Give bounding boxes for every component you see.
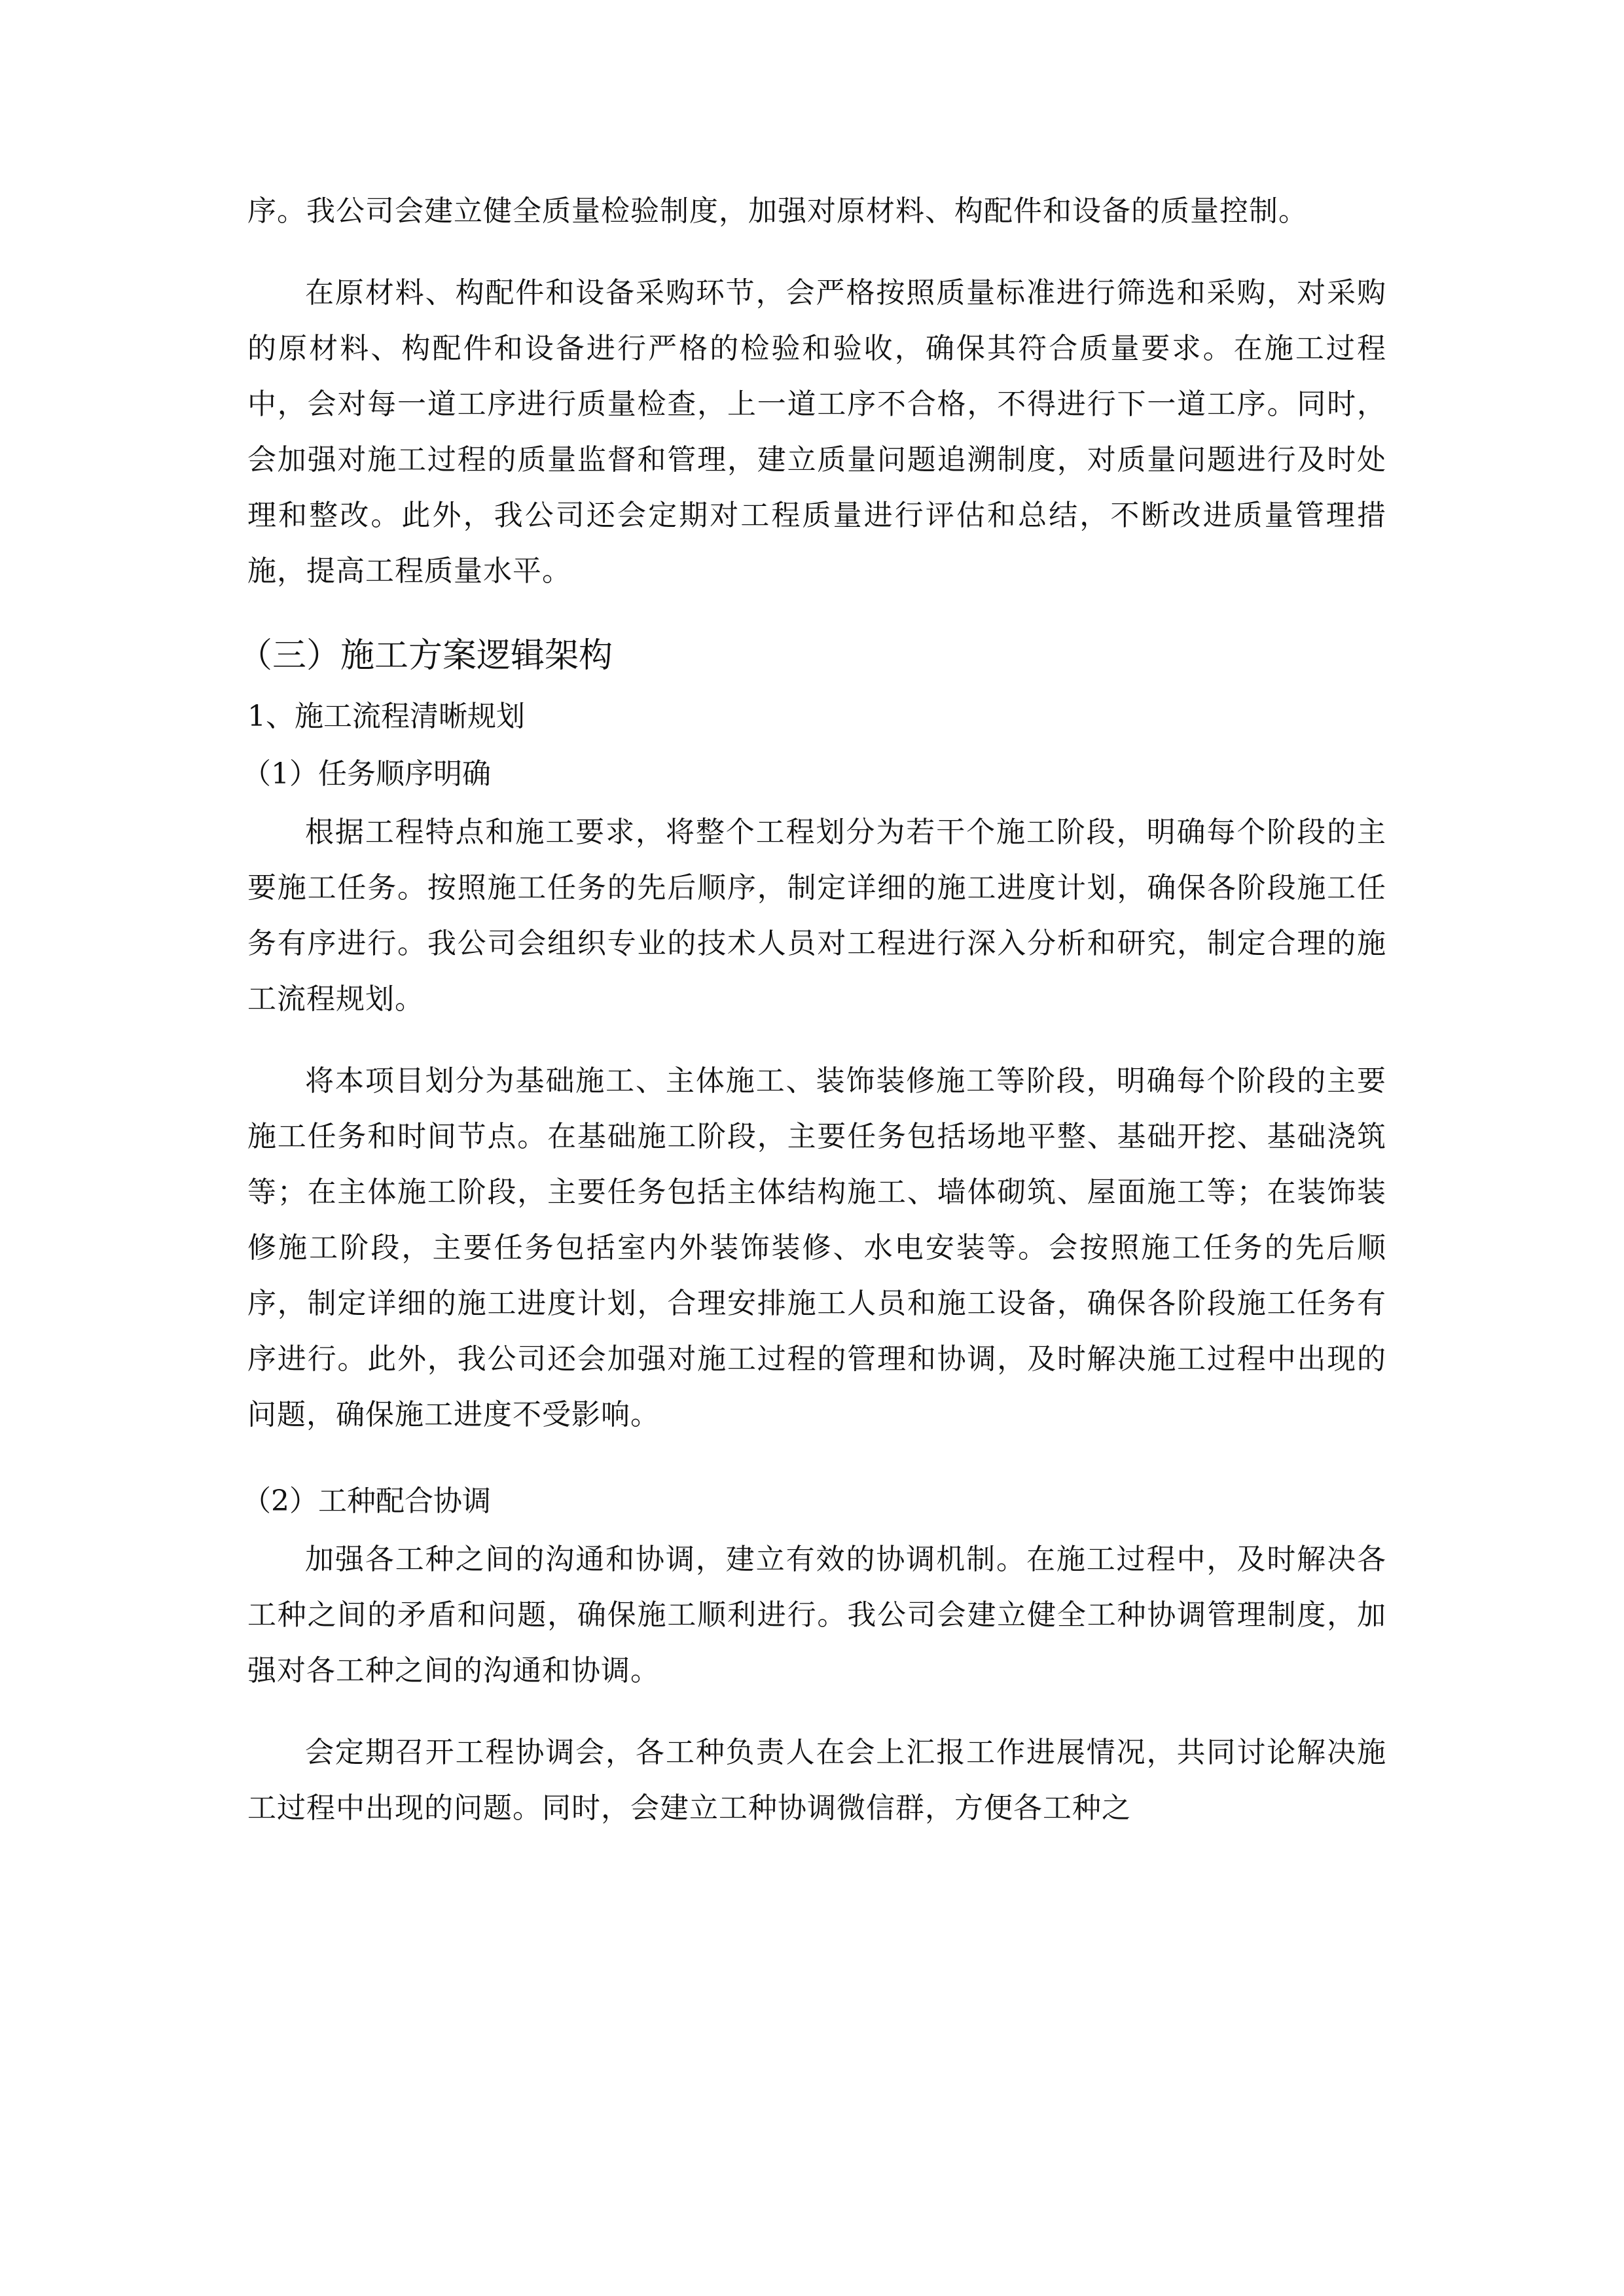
paragraph-task-order: 根据工程特点和施工要求，将整个工程划分为若干个施工阶段，明确每个阶段的主要施工任务。按照施工任务的先后顺序，制定详细的施工进度计划，确保各阶段施工任务有序进行。我公司会组织专业的技术人员对工程进行深入分析和研究，制定合理的施工流程规划。 — [247, 816, 1386, 1016]
paragraph-coordination-meetings: 会定期召开工程协调会，各工种负责人在会上汇报工作进展情况，共同讨论解决施工过程中出现的问题。同时，会建立工种协调微信群，方便各工种之 — [247, 1736, 1386, 1825]
subsection-heading: 1、施工流程清晰规划 — [247, 700, 525, 733]
paragraph-project-stages: 将本项目划分为基础施工、主体施工、装饰装修施工等阶段，明确每个阶段的主要施工任务和时间节点。在基础施工阶段，主要任务包括场地平整、基础开挖、基础浇筑等；在主体施工阶段，主要任务包括主体结构施工、墙体砌筑、屋面施工等；在装饰装修施工阶段，主要任务包括室内外装饰装修、水电安装等。会按照施工任务的先后顺序，制定详细的施工进度计划，合理安排施工人员和施工设备，确保各阶段施工任务有序进行。此外，我公司还会加强对施工过程的管理和协调，及时解决施工过程中出现的问题，确保施工进度不受影响。 — [247, 1064, 1386, 1431]
paragraph-continued: 序。我公司会建立健全质量检验制度，加强对原材料、构配件和设备的质量控制。 — [247, 194, 1308, 228]
paragraph-trade-coordination: 加强各工种之间的沟通和协调，建立有效的协调机制。在施工过程中，及时解决各工种之间的矛盾和问题，确保施工顺利进行。我公司会建立健全工种协调管理制度，加强对各工种之间的沟通和协调。 — [247, 1543, 1386, 1687]
document-body — [238, 183, 1386, 1836]
section-heading: （三）施工方案逻辑架构 — [238, 636, 613, 675]
paragraph-material-procurement: 在原材料、构配件和设备采购环节，会严格按照质量标准进行筛选和采购，对采购的原材料、构配件和设备进行严格的检验和验收，确保其符合质量要求。在施工过程中，会对每一道工序进行质量检查，上一道工序不合格，不得进行下一道工序。同时，会加强对施工过程的质量监督和管理，建立质量问题追溯制度，对质量问题进行及时处理和整改。此外，我公司还会定期对工程质量进行评估和总结，不断改进质量管理措施，提高工程质量水平。 — [247, 276, 1386, 588]
subsubsection-heading-trade-coordination: （2）工种配合协调 — [242, 1484, 491, 1518]
subsubsection-heading-task-order: （1）任务顺序明确 — [242, 757, 491, 791]
